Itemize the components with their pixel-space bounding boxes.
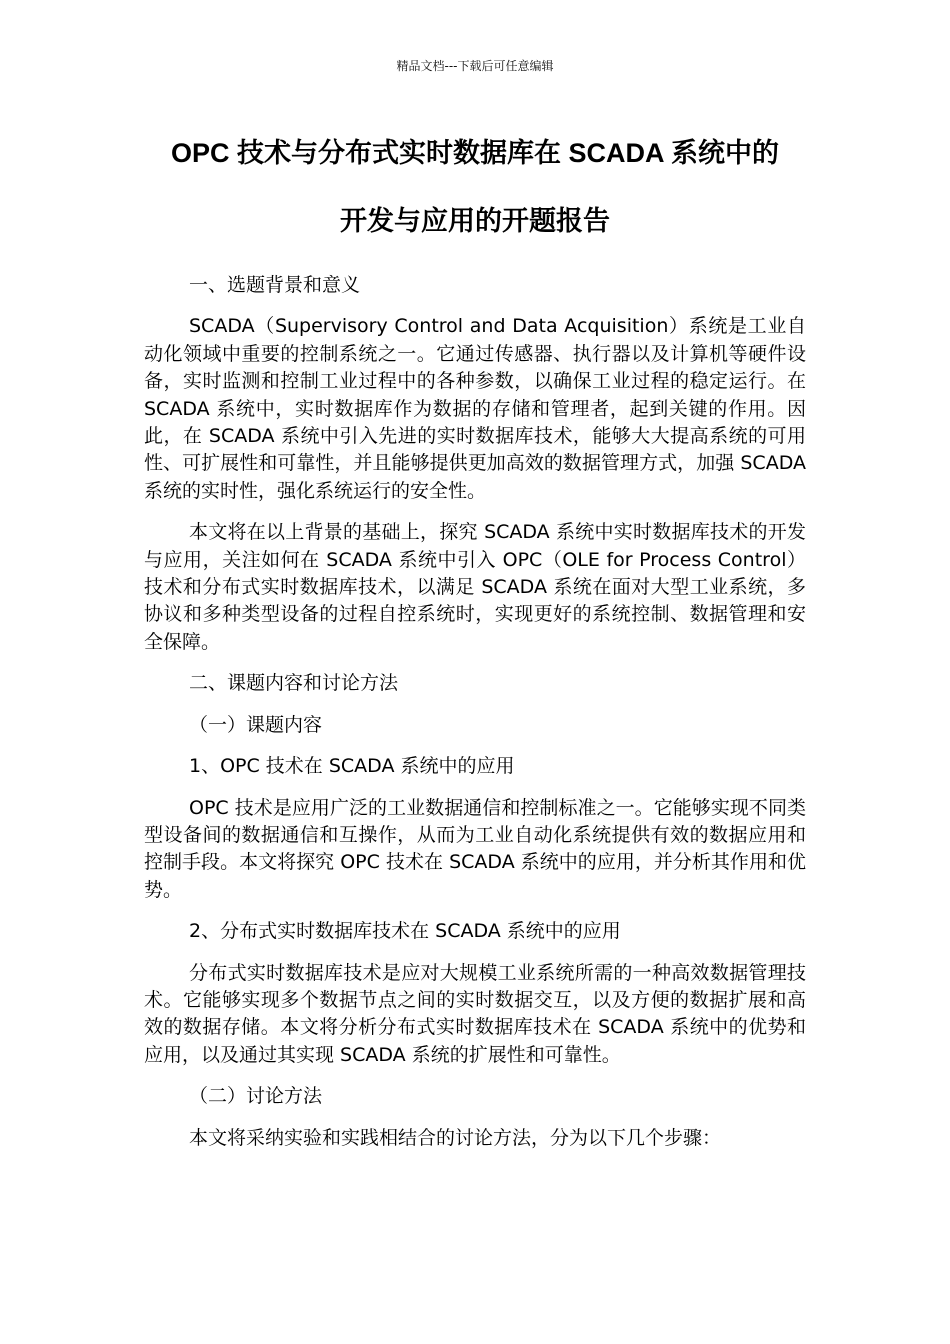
- section-2-heading: 二、课题内容和讨论方法: [189, 672, 399, 695]
- section-2-item-1-heading: 1、OPC 技术在 SCADA 系统中的应用: [189, 755, 515, 778]
- section-1-paragraph-1: SCADA（Supervisory Control and Data Acquisition）系统是工业自动化领域中重要的控制系统之一。它通过传感器、执行器以及计算机等硬件设备，实时监测和控制工业过程中的各种参数，以确保工业过程的稳定运行。在 SCADA 系统中，实时数据库作为数据的存储和管理者，起到关键的作用。因此，在 SCADA 系统中引入先进的实时数据库技术，能够大大提高系统的可用性、可扩展性和可靠性，并且能够提供更加高效的数据管理方式，加强 SCADA 系统的实时性，强化系统运行的安全性。: [144, 315, 806, 502]
- section-2-item-2-heading: 2、分布式实时数据库技术在 SCADA 系统中的应用: [189, 920, 621, 943]
- section-2-subheading-2: （二）讨论方法: [189, 1085, 323, 1108]
- document-title: [100, 135, 850, 239]
- page-header: 精品文档---下载后可任意编辑: [396, 59, 554, 73]
- section-1-heading: 一、选题背景和意义: [189, 274, 361, 296]
- title-line-1: OPC 技术与分布式实时数据库在 SCADA 系统中的: [170, 138, 779, 168]
- title-line-2: 开发与应用的开题报告: [340, 206, 610, 236]
- section-2-item-2-paragraph: 分布式实时数据库技术是应对大规模工业系统所需的一种高效数据管理技术。它能够实现多个数据节点之间的实时数据交互，以及方便的数据扩展和高效的数据存储。本文将分析分布式实时数据库技术在 SCADA 系统中的优势和应用，以及通过其实现 SCADA 系统的扩展性和可靠性。: [144, 961, 806, 1066]
- section-2-subheading-2-paragraph: 本文将采纳实验和实践相结合的讨论方法，分为以下几个步骤：: [189, 1126, 722, 1149]
- section-2-subheading-1: （一）课题内容: [189, 713, 323, 736]
- document-body: [144, 272, 806, 1166]
- section-1-paragraph-2: 本文将在以上背景的基础上，探究 SCADA 系统中实时数据库技术的开发与应用，关注如何在 SCADA 系统中引入 OPC（OLE for Process Control）技术和分布式实时数据库技术，以满足 SCADA 系统在面对大型工业系统，多协议和多种类型设备的过程自控系统时，实现更好的系统控制、数据管理和安全保障。: [144, 521, 806, 653]
- section-2-item-1-paragraph: OPC 技术是应用广泛的工业数据通信和控制标准之一。它能够实现不同类型设备间的数据通信和互操作，从而为工业自动化系统提供有效的数据应用和控制手段。本文将探究 OPC 技术在 SCADA 系统中的应用，并分析其作用和优势。: [144, 796, 806, 901]
